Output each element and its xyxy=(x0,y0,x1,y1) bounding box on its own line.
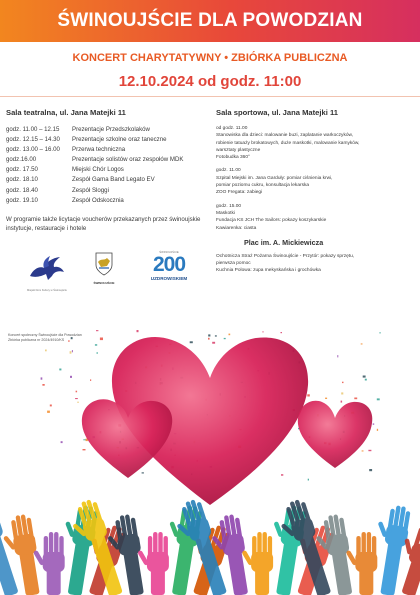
block-line: godz. 15.00 xyxy=(216,203,242,209)
block-line: godz. 11.00 xyxy=(216,168,241,174)
block-line: Ochotnicza Straż Pożarna Świnoujście - Przytór: pokazy sprzętu, xyxy=(216,253,355,259)
footer-line: Koncert społeczny Świnoujście dla Powodzian xyxy=(8,333,82,337)
block-line: robienie tatuaży brokatowych, duże maskotki, malowanie kamyków, xyxy=(216,140,360,146)
confetti-piece xyxy=(373,423,375,424)
block-line: Fotobudka 360° xyxy=(216,155,250,161)
confetti-piece xyxy=(365,379,367,381)
confetti-piece xyxy=(281,332,283,333)
schedule-event: Prezentacje solistów oraz zespołów MDK xyxy=(72,156,184,164)
confetti-piece xyxy=(341,392,343,394)
schedule-event: Przerwa techniczna xyxy=(72,146,126,154)
confetti-piece xyxy=(96,330,98,331)
block-line: Fundacja KS JCH The Sailors: pokazy koszykarskie xyxy=(216,218,327,224)
schedule-time: godz. 18.10 xyxy=(6,176,38,184)
confetti-piece xyxy=(90,379,91,381)
confetti-piece xyxy=(72,350,73,352)
schedule-time: godz. 19.10 xyxy=(6,196,38,204)
confetti-piece xyxy=(362,450,364,451)
heart-right-icon xyxy=(298,401,372,468)
confetti-piece xyxy=(137,330,139,332)
confetti-piece xyxy=(100,338,103,341)
confetti-piece xyxy=(47,411,50,413)
confetti-piece xyxy=(76,391,78,393)
confetti-piece xyxy=(361,343,363,344)
schedule-time: godz. 11.00 – 12.15 xyxy=(6,126,60,133)
anniversary-number: 200 xyxy=(152,253,186,276)
block-line: Maskotki xyxy=(216,210,235,216)
schedule-event: Zespół Odskocznia xyxy=(72,196,124,204)
confetti-piece xyxy=(68,340,69,342)
confetti-piece xyxy=(70,376,72,378)
confetti-piece xyxy=(61,441,63,443)
block-line: warsztaty plastyczne xyxy=(216,147,261,153)
confetti-piece xyxy=(208,334,210,336)
block-line: Kawiarenka: ciasta xyxy=(216,225,257,231)
confetti-piece xyxy=(363,376,366,378)
schedule-time: godz. 17.50 xyxy=(6,166,38,174)
schedule-event: Miejski Chór Logos xyxy=(72,166,124,174)
block-line: pierwsza pomoc xyxy=(216,261,251,267)
confetti-piece xyxy=(75,398,78,399)
confetti-piece xyxy=(377,429,378,431)
crest-caption: ŚWINOUJŚCIE xyxy=(93,281,115,285)
confetti-piece xyxy=(45,350,47,352)
footer-line: Zbiórka publiczna nr 2024/4910/KS xyxy=(8,338,65,342)
anniversary-caption: UZDROWISKIEM xyxy=(150,276,188,281)
confetti-piece xyxy=(354,398,357,400)
confetti-piece xyxy=(377,398,380,400)
confetti-piece xyxy=(50,405,52,407)
block-line: Stanowiska dla dzieci: malowanie buzi, zaplatanie warkoczyków, xyxy=(216,133,354,139)
confetti-piece xyxy=(263,331,264,332)
schedule-time: godz. 12.15 – 14.30 xyxy=(6,136,60,144)
auction-note: W programie także licytacje voucherów przekazanych przez świnoujskie instytucje, restauracje i hotele xyxy=(6,215,201,232)
confetti-piece xyxy=(190,341,193,343)
confetti-piece xyxy=(77,402,79,403)
confetti-piece xyxy=(368,450,371,451)
confetti-piece xyxy=(307,394,310,396)
confetti-piece xyxy=(97,352,98,353)
confetti-piece xyxy=(229,334,231,336)
confetti-piece xyxy=(380,332,381,333)
block-line: Szpital Miejski im. Jana Garduły: pomiar ciśnienia krwi, xyxy=(216,175,333,181)
raised-hands-decoration xyxy=(0,497,420,595)
confetti-piece xyxy=(281,474,283,476)
confetti-piece xyxy=(212,342,215,344)
schedule-event: Zespół Gama Band Legato EV xyxy=(72,176,155,184)
confetti-piece xyxy=(341,401,343,403)
confetti-piece xyxy=(325,398,327,399)
confetti-piece xyxy=(308,479,309,481)
venue-sports-hall: Sala sportowa, ul. Jana Matejki 11 xyxy=(216,108,338,117)
venue-theatre-hall: Sala teatralna, ul. Jana Matejki 11 xyxy=(6,108,126,117)
confetti-piece xyxy=(208,338,210,340)
confetti-piece xyxy=(215,335,217,336)
schedule-event: Prezentacje Przedszkolaków xyxy=(72,126,150,133)
block-line: ZOO Fregata: zabiegi xyxy=(216,190,263,196)
confetti-piece xyxy=(142,472,144,473)
confetti-piece xyxy=(369,469,372,471)
venue-square: Plac im. A. Mickiewicza xyxy=(244,237,324,247)
confetti-piece xyxy=(337,355,338,357)
mdk-caption: Miejski Dom Kultury w Świnoujściu xyxy=(27,289,67,292)
schedule-event: Prezentacje szkolne oraz taneczne xyxy=(72,136,167,144)
confetti-piece xyxy=(41,377,43,379)
page-title: ŚWINOUJŚCIE DLA POWODZIAN xyxy=(57,10,363,31)
schedule-time: godz. 18.40 xyxy=(6,186,38,194)
confetti-piece xyxy=(83,449,86,450)
block-line: pomiar poziomu cukru, konsultacja lekarska xyxy=(216,183,310,189)
block-line: od godz. 11.00 xyxy=(216,126,248,131)
confetti-piece xyxy=(95,344,97,346)
confetti-piece xyxy=(70,351,72,354)
subtitle: KONCERT CHARYTATYWNY • ZBIÓRKA PUBLICZNA xyxy=(72,52,348,64)
confetti-piece xyxy=(224,338,226,339)
schedule-time: godz. 13.00 – 16.00 xyxy=(6,146,60,154)
block-line: Kuchnia Polowa: zupa mekyskańska i grochówka xyxy=(216,268,321,274)
confetti-piece xyxy=(71,337,73,339)
schedule-time: godz.16.00 xyxy=(6,156,37,164)
confetti-piece xyxy=(42,384,44,386)
schedule-event: Zespół Sloggi xyxy=(72,186,109,194)
confetti-piece xyxy=(342,382,344,383)
anniversary-top: ŚWINOUJŚCIE xyxy=(159,250,179,254)
event-datetime: 12.10.2024 od godz. 11:00 xyxy=(118,73,302,90)
confetti-piece xyxy=(59,369,61,371)
